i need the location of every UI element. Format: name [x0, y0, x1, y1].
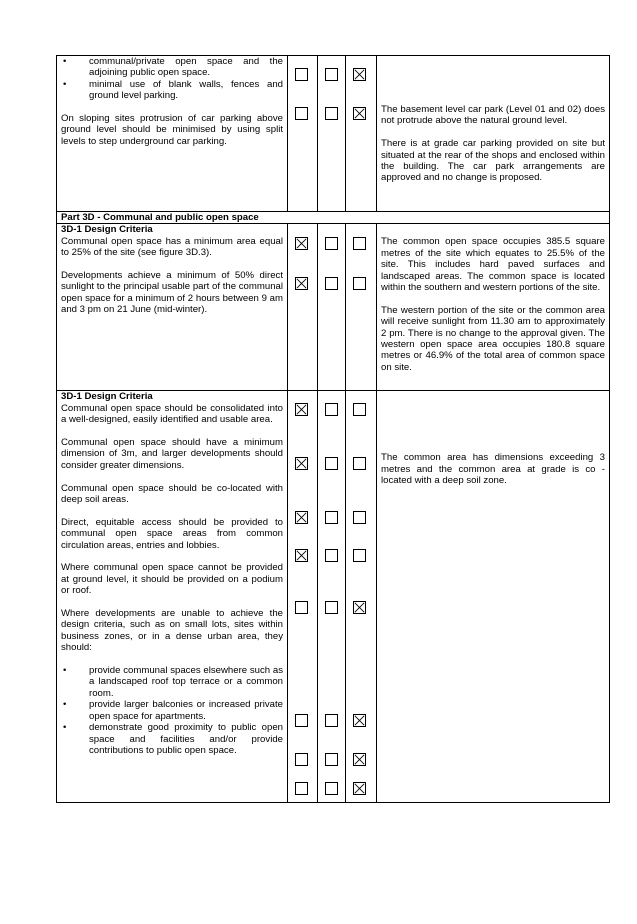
no-checkbox[interactable] — [325, 549, 338, 562]
no-checkbox[interactable] — [325, 753, 338, 766]
criteria-paragraph: On sloping sites protrusion of car parking above ground level should be minimised by using split levels to step underground car parking. — [61, 113, 283, 147]
na-checkbox[interactable] — [353, 237, 366, 250]
comment-paragraph: There is at grade car parking provided on site but situated at the rear of the shops and enclosed within the building. The car park arrangements are approved and no change is proposed. — [381, 138, 605, 184]
yes-checkbox[interactable] — [295, 753, 308, 766]
yes-checkbox[interactable] — [295, 714, 308, 727]
na-checkbox[interactable] — [353, 277, 366, 290]
no-checkbox[interactable] — [325, 782, 338, 795]
section-row — [57, 212, 610, 224]
no-checkbox[interactable] — [325, 68, 338, 81]
no-checkbox[interactable] — [325, 601, 338, 614]
na-checkbox[interactable] — [353, 753, 366, 766]
yes-checkbox[interactable] — [295, 68, 308, 81]
checkbox-cross-icon — [296, 458, 307, 469]
no-checkbox[interactable] — [325, 277, 338, 290]
na-checkbox[interactable] — [353, 714, 366, 727]
yes-checkbox[interactable] — [295, 511, 308, 524]
compliance-table — [56, 55, 610, 803]
na-checkbox[interactable] — [353, 403, 366, 416]
checkbox-cross-icon — [296, 238, 307, 249]
checkbox-cross-icon — [354, 754, 365, 765]
bullet-text: provide larger balconies or increased private open space for apartments. — [89, 699, 283, 722]
criteria-paragraph: Direct, equitable access should be provided to communal open space areas from common circulation areas, entries and lobbies. — [61, 516, 283, 551]
list-item — [61, 699, 283, 722]
yes-checkbox[interactable] — [295, 601, 308, 614]
criteria-heading: 3D-1 Design Criteria — [61, 224, 153, 236]
list-item — [61, 79, 283, 102]
yes-checkbox[interactable] — [295, 782, 308, 795]
yes-column-cell — [288, 224, 318, 391]
yes-column-cell — [288, 391, 318, 803]
no-checkbox[interactable] — [325, 511, 338, 524]
no-checkbox[interactable] — [325, 237, 338, 250]
no-checkbox[interactable] — [325, 457, 338, 470]
criteria-cell — [57, 224, 288, 391]
comment-paragraph: The common open space occupies 385.5 square metres of the site which equates to 25.5% of the site. This includes hard paved surfaces and landscaped areas. The common space is located within the southern and western portions of the site. — [381, 236, 605, 294]
criteria-heading: 3D-1 Design Criteria — [61, 391, 153, 403]
no-column-cell — [318, 56, 346, 212]
na-column-cell — [346, 224, 377, 391]
checkbox-cross-icon — [354, 715, 365, 726]
criteria-cell — [57, 56, 288, 212]
table-row — [57, 56, 610, 212]
section-heading: Part 3D - Communal and public open space — [61, 212, 259, 223]
bullet-text: provide communal spaces elsewhere such as a landscaped roof top terrace or a common room. — [89, 665, 283, 699]
na-checkbox[interactable] — [353, 107, 366, 120]
yes-checkbox[interactable] — [295, 107, 308, 120]
table-row — [57, 391, 610, 803]
yes-checkbox[interactable] — [295, 277, 308, 290]
criteria-paragraph: Communal open space should be co-located with deep soil areas. — [61, 482, 283, 506]
criteria-paragraph: Communal open space has a minimum area equal to 25% of the site (see figure 3D.3). — [61, 235, 283, 259]
checkbox-cross-icon — [354, 69, 365, 80]
bullet-text: demonstrate good proximity to public open space and facilities and/or provide contributions to public open space. — [89, 722, 283, 756]
bullet-text: communal/private open space and the adjoining public open space. — [89, 56, 283, 79]
no-column-cell — [318, 224, 346, 391]
checkbox-cross-icon — [296, 404, 307, 415]
criteria-paragraph: Where developments are unable to achieve the design criteria, such as on small lots, sites within business zones, or in a dense urban area, they should: — [61, 608, 283, 654]
na-checkbox[interactable] — [353, 457, 366, 470]
comment-cell — [377, 56, 610, 212]
no-checkbox[interactable] — [325, 107, 338, 120]
na-column-cell — [346, 56, 377, 212]
table-row — [57, 224, 610, 391]
checkbox-cross-icon — [354, 602, 365, 613]
no-column-cell — [318, 391, 346, 803]
section-heading-cell — [57, 212, 610, 224]
comment-cell — [377, 224, 610, 391]
na-checkbox[interactable] — [353, 511, 366, 524]
checkbox-cross-icon — [354, 108, 365, 119]
yes-checkbox[interactable] — [295, 457, 308, 470]
na-checkbox[interactable] — [353, 601, 366, 614]
yes-checkbox[interactable] — [295, 549, 308, 562]
comment-paragraph: The basement level car park (Level 01 and 02) does not protrude above the natural ground level. — [381, 104, 605, 127]
checkbox-cross-icon — [296, 278, 307, 289]
criteria-paragraph: Communal open space should have a minimum dimension of 3m, and larger developments should consider greater dimensions. — [61, 437, 283, 471]
na-checkbox[interactable] — [353, 782, 366, 795]
list-item — [61, 56, 283, 79]
bullet-text: minimal use of blank walls, fences and ground level parking. — [89, 78, 283, 102]
comment-paragraph: The western portion of the site or the common area will receive sunlight from 11.30 am to approximately 2 pm. There is no change to the approval given. The western open space area occupies 180.8 square metres or 46.9% of the total area of common space on site. — [381, 304, 605, 373]
criteria-paragraph: Where communal open space cannot be provided at ground level, it should be provided on a podium or roof. — [61, 562, 283, 597]
criteria-cell — [57, 391, 288, 803]
list-item — [61, 722, 283, 756]
na-checkbox[interactable] — [353, 549, 366, 562]
comment-cell — [377, 391, 610, 803]
yes-checkbox[interactable] — [295, 237, 308, 250]
criteria-paragraph: Communal open space should be consolidated into a well-designed, easily identified and usable area. — [61, 402, 283, 426]
na-checkbox[interactable] — [353, 68, 366, 81]
checkbox-cross-icon — [296, 512, 307, 523]
no-checkbox[interactable] — [325, 714, 338, 727]
yes-column-cell — [288, 56, 318, 212]
na-column-cell — [346, 391, 377, 803]
criteria-paragraph: Developments achieve a minimum of 50% direct sunlight to the principal usable part of the communal open space for a minimum of 2 hours between 9 am and 3 pm on 21 June (mid-winter). — [61, 270, 283, 316]
yes-checkbox[interactable] — [295, 403, 308, 416]
list-item — [61, 665, 283, 699]
no-checkbox[interactable] — [325, 403, 338, 416]
checkbox-cross-icon — [354, 783, 365, 794]
comment-paragraph: The common area has dimensions exceeding 3 metres and the common area at grade is co - located with a deep soil zone. — [381, 452, 605, 487]
checkbox-cross-icon — [296, 550, 307, 561]
